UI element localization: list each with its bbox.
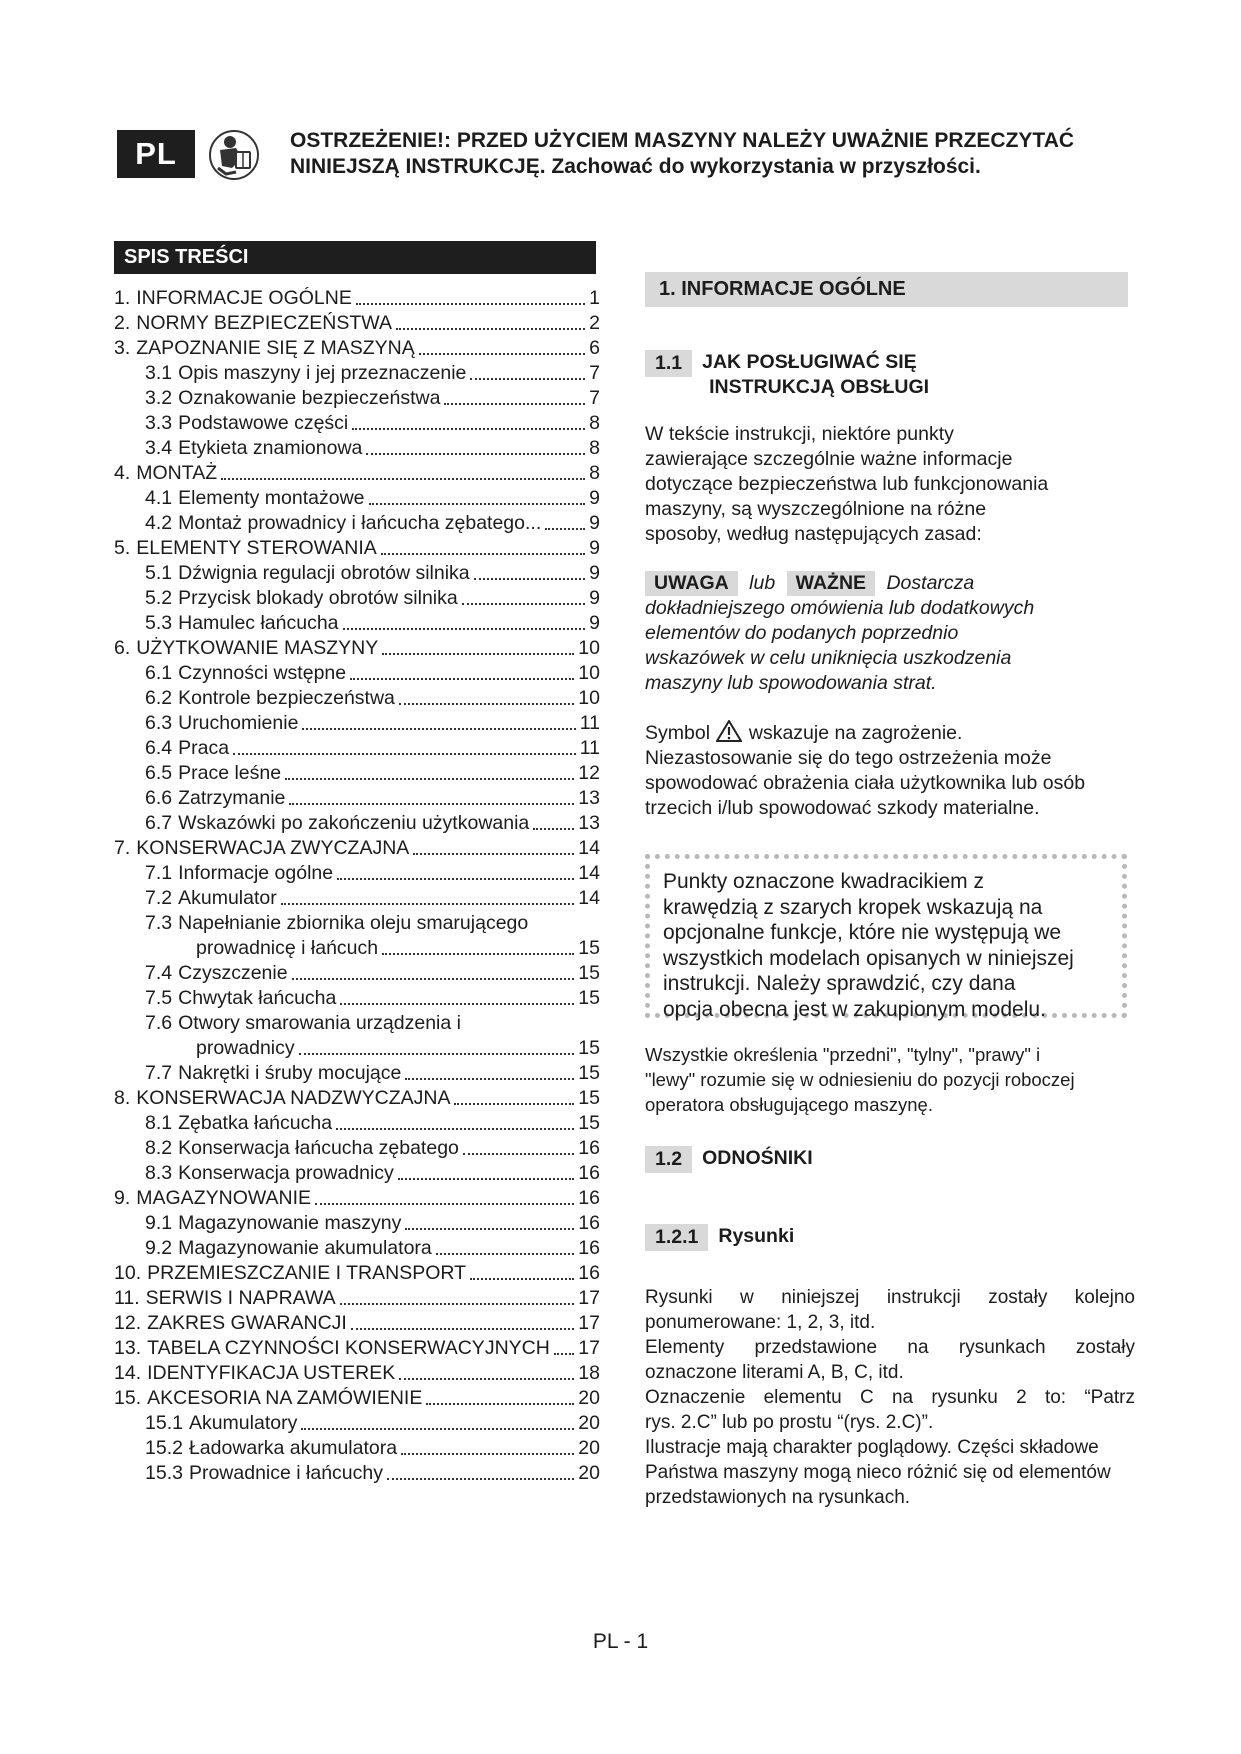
toc-entry-page: 9 bbox=[589, 512, 600, 534]
toc-entry-number: 5. bbox=[114, 537, 131, 559]
toc-leader-dots bbox=[302, 728, 575, 730]
toc-entry-number: 6.3 bbox=[145, 712, 173, 734]
toc-leader-dots bbox=[419, 353, 585, 355]
toc-leader-dots bbox=[340, 1303, 575, 1305]
toc-entry-page: 20 bbox=[578, 1437, 600, 1459]
toc-entry bbox=[114, 1336, 600, 1361]
toc-entry-number: 7.3 bbox=[145, 912, 173, 934]
toc-entry-number: 12. bbox=[114, 1312, 142, 1334]
toc-entry bbox=[114, 1136, 600, 1161]
uwaga-tag: UWAGA bbox=[645, 571, 738, 596]
toc-entry bbox=[114, 1161, 600, 1186]
section-title-line: INSTRUKCJĄ OBSŁUGI bbox=[709, 376, 930, 398]
toc-entry-page: 20 bbox=[578, 1462, 600, 1484]
section-1-2-heading bbox=[645, 1146, 813, 1173]
toc-leader-dots bbox=[399, 703, 574, 705]
text-line: spowodować obrażenia ciała użytkownika lub osób bbox=[645, 772, 1086, 794]
text-line: dotyczące bezpieczeństwa lub funkcjonowania bbox=[645, 473, 1049, 495]
toc-entry-number: 7.7 bbox=[145, 1062, 173, 1084]
text-line: dokładniejszego omówienia lub dodatkowych bbox=[645, 597, 1035, 619]
toc-entry-number: 7.1 bbox=[145, 862, 173, 884]
toc-entry-page: 20 bbox=[578, 1387, 600, 1409]
toc-leader-dots bbox=[533, 828, 574, 830]
toc-entry-number: 6.6 bbox=[145, 787, 173, 809]
toc-entry-number: 7.4 bbox=[145, 962, 173, 984]
toc-entry-number: 4. bbox=[114, 462, 131, 484]
section-1-2-1-heading bbox=[645, 1224, 794, 1251]
toc-entry-title: Ładowarka akumulatora bbox=[188, 1437, 398, 1459]
toc-entry-number: 9.1 bbox=[145, 1212, 173, 1234]
text-lub: lub bbox=[749, 572, 776, 594]
text-line: wszystkich modelach opisanych w niniejszej bbox=[663, 946, 1074, 970]
toc-entry bbox=[114, 411, 600, 436]
toc-entry-title: Zatrzymanie bbox=[178, 787, 286, 809]
toc-entry-title: KONSERWACJA ZWYCZAJNA bbox=[136, 837, 410, 859]
toc-leader-dots bbox=[233, 753, 576, 755]
text-line: W tekście instrukcji, niektóre punkty bbox=[645, 423, 954, 445]
text-line: krawędzią z szarych kropek wskazują na bbox=[663, 895, 1043, 919]
toc-entry bbox=[114, 386, 600, 411]
toc-entry bbox=[114, 286, 600, 311]
toc-entry-page: 8 bbox=[589, 412, 600, 434]
toc-entry-title: Praca bbox=[178, 737, 230, 759]
toc-entry bbox=[114, 611, 600, 636]
toc-entry-number: 3.3 bbox=[145, 412, 173, 434]
toc-entry-page: 13 bbox=[578, 812, 600, 834]
toc-entry-title: Magazynowanie maszyny bbox=[178, 1212, 402, 1234]
toc-entry-number: 15.2 bbox=[145, 1437, 183, 1459]
text-line: Punkty oznaczone kwadracikiem z bbox=[663, 870, 984, 893]
toc-entry bbox=[114, 536, 600, 561]
toc-entry-title: UŻYTKOWANIE MASZYNY bbox=[136, 637, 379, 659]
text-line: przedstawionych na rysunkach. bbox=[645, 1487, 911, 1508]
toc-entry-number: 3.1 bbox=[145, 362, 173, 384]
toc-leader-dots bbox=[352, 428, 585, 430]
toc-entry-title: Nakrętki i śruby mocujące bbox=[178, 1062, 402, 1084]
toc-entry-title: Przycisk blokady obrotów silnika bbox=[178, 587, 458, 609]
toc-entry-page: 9 bbox=[589, 487, 600, 509]
toc-entry-title: MAGAZYNOWANIE bbox=[136, 1187, 312, 1209]
toc-entry-title: Montaż prowadnicy i łańcucha zębatego... bbox=[178, 512, 542, 534]
toc-entry-page: 2 bbox=[589, 312, 600, 334]
toc-entry-title: Prace leśne bbox=[178, 762, 282, 784]
toc-entry-number: 15.1 bbox=[145, 1412, 183, 1434]
toc-entry-number: 8.3 bbox=[145, 1162, 173, 1184]
warning-line-1: OSTRZEŻENIE!: PRZED UŻYCIEM MASZYNY NALEŻY UWAŻNIE PRZECZYTAĆ bbox=[290, 129, 1075, 152]
toc-entry bbox=[114, 711, 600, 736]
toc-entry-page: 20 bbox=[578, 1412, 600, 1434]
text-line: Dostarcza bbox=[886, 572, 975, 594]
toc-entry bbox=[114, 511, 600, 536]
toc-entry-number: 7. bbox=[114, 837, 131, 859]
warning-triangle-icon bbox=[716, 720, 742, 742]
toc-entry-page: 9 bbox=[589, 587, 600, 609]
toc-entry-title: TABELA CZYNNOŚCI KONSERWACYJNYCH bbox=[147, 1337, 550, 1359]
text-line: Symbol bbox=[645, 722, 711, 744]
toc-entry bbox=[114, 1436, 600, 1461]
toc-leader-dots bbox=[387, 1478, 574, 1480]
toc-entry-title: Hamulec łańcucha bbox=[178, 612, 339, 634]
toc-entry-title: Elementy montażowe bbox=[178, 487, 365, 509]
toc-entry-page: 13 bbox=[578, 787, 600, 809]
toc-entry bbox=[114, 961, 600, 986]
text-line: wskazuje na zagrożenie. bbox=[748, 722, 963, 744]
toc-leader-dots bbox=[463, 1153, 574, 1155]
toc-entry bbox=[114, 436, 600, 461]
toc-entry bbox=[114, 861, 600, 886]
toc-entry-title: Oznakowanie bezpieczeństwa bbox=[178, 387, 441, 409]
toc-entry-number: 5.2 bbox=[145, 587, 173, 609]
toc-entry-title: Konserwacja prowadnicy bbox=[178, 1162, 394, 1184]
toc-leader-dots bbox=[398, 1178, 574, 1180]
toc-entry-title: prowadnicy bbox=[196, 1037, 295, 1059]
toc-entry-page: 16 bbox=[578, 1162, 600, 1184]
optional-feature-box bbox=[645, 854, 1127, 1021]
toc-leader-dots bbox=[340, 1003, 574, 1005]
toc-entry bbox=[114, 1111, 600, 1136]
toc-leader-dots bbox=[382, 953, 574, 955]
note-paragraph bbox=[645, 571, 1135, 696]
page-number: PL - 1 bbox=[592, 1630, 649, 1653]
section-1-heading: 1. INFORMACJE OGÓLNE bbox=[645, 272, 1128, 307]
toc-entry-number: 7.5 bbox=[145, 987, 173, 1009]
toc-entry-number: 6.2 bbox=[145, 687, 173, 709]
toc-entry bbox=[114, 486, 600, 511]
toc-entry-number: 10. bbox=[114, 1262, 142, 1284]
toc-entry-title: Podstawowe części bbox=[178, 412, 349, 434]
toc-entry bbox=[114, 361, 600, 386]
toc-leader-dots bbox=[301, 1428, 574, 1430]
toc-entry-title: prowadnicę i łańcuch bbox=[196, 937, 379, 959]
toc-entry-title: Informacje ogólne bbox=[178, 862, 334, 884]
toc-leader-dots bbox=[289, 803, 574, 805]
read-manual-icon bbox=[208, 128, 260, 182]
toc-entry bbox=[114, 1361, 600, 1386]
toc-entry bbox=[114, 786, 600, 811]
toc-entry-title: Akumulator bbox=[178, 887, 277, 909]
toc-leader-dots bbox=[444, 403, 585, 405]
toc-entry-title: Kontrole bezpieczeństwa bbox=[178, 687, 395, 709]
toc-entry-title: NORMY BEZPIECZEŃSTWA bbox=[136, 312, 392, 334]
text-line: maszyny lub spowodowania strat. bbox=[645, 672, 937, 694]
toc-entry-title: Prowadnice i łańcuchy bbox=[188, 1462, 383, 1484]
toc-entry-page: 9 bbox=[589, 562, 600, 584]
toc-entry-page: 14 bbox=[578, 837, 600, 859]
toc-entry bbox=[114, 936, 600, 961]
toc-entry bbox=[114, 1461, 600, 1486]
text-line: ponumerowane: 1, 2, 3, itd. bbox=[645, 1312, 876, 1333]
toc-entry-title: Czynności wstępne bbox=[178, 662, 347, 684]
toc-entry-page: 8 bbox=[589, 437, 600, 459]
toc-entry bbox=[114, 636, 600, 661]
toc-entry-number: 7.2 bbox=[145, 887, 173, 909]
toc-entry-title: Czyszczenie bbox=[178, 962, 288, 984]
toc-entry bbox=[114, 1061, 600, 1086]
toc-entry-page: 7 bbox=[589, 387, 600, 409]
text-line: elementów do podanych poprzednio bbox=[645, 622, 959, 644]
toc-entry-page: 15 bbox=[578, 1087, 600, 1109]
toc-entry-number: 9. bbox=[114, 1187, 131, 1209]
toc-entry-title: ELEMENTY STEROWANIA bbox=[136, 537, 377, 559]
text-line: opcja obecna jest w zakupionym modelu. bbox=[663, 997, 1046, 1021]
toc-entry bbox=[114, 1211, 600, 1236]
toc-leader-dots bbox=[399, 1378, 574, 1380]
toc-leader-dots bbox=[436, 1253, 575, 1255]
toc-leader-dots bbox=[315, 1203, 574, 1205]
toc-entry-title: Opis maszyny i jej przeznaczenie bbox=[178, 362, 467, 384]
text-line: wskazówek w celu uniknięcia uszkodzenia bbox=[645, 647, 1012, 669]
toc-entry-title: IDENTYFIKACJA USTEREK bbox=[147, 1362, 396, 1384]
toc-entry bbox=[114, 586, 600, 611]
toc-entry-page: 6 bbox=[589, 337, 600, 359]
toc-entry-page: 10 bbox=[578, 687, 600, 709]
toc-entry-page: 7 bbox=[589, 362, 600, 384]
toc-leader-dots bbox=[405, 1078, 574, 1080]
toc-leader-dots bbox=[350, 678, 574, 680]
toc-leader-dots bbox=[545, 528, 585, 530]
toc-entry-title: KONSERWACJA NADZWYCZAJNA bbox=[136, 1087, 451, 1109]
text-line: Państwa maszyny mogą nieco różnić się od elementów bbox=[645, 1462, 1111, 1483]
toc-entry-page: 16 bbox=[578, 1137, 600, 1159]
toc-entry-number: 6.5 bbox=[145, 762, 173, 784]
toc-entry-title: Etykieta znamionowa bbox=[178, 437, 363, 459]
toc-entry bbox=[114, 1261, 600, 1286]
toc-entry-page: 15 bbox=[578, 962, 600, 984]
toc-entry-number: 14. bbox=[114, 1362, 142, 1384]
toc-entry-number: 13. bbox=[114, 1337, 142, 1359]
toc-entry-page: 16 bbox=[578, 1212, 600, 1234]
toc-leader-dots bbox=[281, 903, 575, 905]
toc-leader-dots bbox=[462, 603, 585, 605]
figures-paragraph bbox=[645, 1285, 1135, 1510]
toc-entry-title: PRZEMIESZCZANIE I TRANSPORT bbox=[147, 1262, 467, 1284]
toc-leader-dots bbox=[382, 653, 574, 655]
toc-leader-dots bbox=[426, 1403, 574, 1405]
toc-entry bbox=[114, 1186, 600, 1211]
toc-entry bbox=[114, 461, 600, 486]
toc-entry-number: 6.7 bbox=[145, 812, 173, 834]
toc-entry-page: 9 bbox=[589, 537, 600, 559]
toc-entry-title: Dźwignia regulacji obrotów silnika bbox=[178, 562, 470, 584]
toc-entry bbox=[114, 1311, 600, 1336]
text-line: Elementy przedstawione na rysunkach zostały bbox=[645, 1337, 1135, 1358]
toc-entry bbox=[114, 661, 600, 686]
toc-leader-dots bbox=[299, 1053, 575, 1055]
toc-entry-page: 16 bbox=[578, 1187, 600, 1209]
section-number: 1.2.1 bbox=[645, 1224, 708, 1251]
text-line: trzecich i/lub spowodować szkody materialne. bbox=[645, 797, 1040, 819]
toc-entry bbox=[114, 1286, 600, 1311]
toc-entry-number: 9.2 bbox=[145, 1237, 173, 1259]
text-line: instrukcji. Należy sprawdzić, czy dana bbox=[663, 972, 1016, 995]
toc-entry-title: Wskazówki po zakończeniu użytkowania bbox=[178, 812, 530, 834]
toc-entry bbox=[114, 1411, 600, 1436]
toc-entry-number: 6.1 bbox=[145, 662, 173, 684]
toc-entry-page: 11 bbox=[579, 712, 600, 734]
toc-entry bbox=[114, 561, 600, 586]
toc-entry-page: 15 bbox=[578, 987, 600, 1009]
toc-leader-dots bbox=[343, 628, 586, 630]
toc-entry-title: Magazynowanie akumulatora bbox=[178, 1237, 432, 1259]
toc-entry-number: 4.2 bbox=[145, 512, 173, 534]
section-number: 1.1 bbox=[645, 350, 692, 377]
toc-entry-title: Zębatka łańcucha bbox=[178, 1112, 333, 1134]
toc-entry-page: 15 bbox=[578, 937, 600, 959]
toc-entry-number: 3.2 bbox=[145, 387, 173, 409]
toc-entry-title: Akumulatory bbox=[188, 1412, 298, 1434]
toc-entry-page: 17 bbox=[578, 1337, 600, 1359]
toc-entry-number: 6. bbox=[114, 637, 131, 659]
toc-entry bbox=[114, 736, 600, 761]
toc-title: SPIS TREŚCI bbox=[114, 241, 596, 274]
toc-entry bbox=[114, 336, 600, 361]
section-number: 1.2 bbox=[645, 1146, 692, 1173]
toc-leader-dots bbox=[396, 328, 585, 330]
toc-entry-page: 1 bbox=[589, 287, 600, 309]
toc-entry-title: Otwory smarowania urządzenia i bbox=[178, 1012, 461, 1034]
toc-entry-title: ZAPOZNANIE SIĘ Z MASZYNĄ bbox=[136, 337, 415, 359]
toc-entry-number: 3. bbox=[114, 337, 131, 359]
section-1-1-heading bbox=[645, 350, 929, 400]
toc-entry-page: 8 bbox=[589, 462, 600, 484]
toc-leader-dots bbox=[292, 978, 575, 980]
toc-entry-number: 7.6 bbox=[145, 1012, 173, 1034]
toc-entry-page: 15 bbox=[578, 1062, 600, 1084]
toc-leader-dots bbox=[470, 1278, 574, 1280]
text-line: Oznaczenie elementu C na rysunku 2 to: “Patrz bbox=[645, 1387, 1135, 1408]
toc-entry-number: 15.3 bbox=[145, 1462, 183, 1484]
toc-entry bbox=[114, 761, 600, 786]
toc-leader-dots bbox=[356, 303, 585, 305]
toc-leader-dots bbox=[381, 553, 585, 555]
toc-leader-dots bbox=[454, 1103, 574, 1105]
text-line: maszyny, są wyszczególnione na różne bbox=[645, 498, 987, 520]
toc-entry-title: SERWIS I NAPRAWA bbox=[145, 1287, 336, 1309]
toc-entry bbox=[114, 811, 600, 836]
toc-entry bbox=[114, 836, 600, 861]
toc-entry-page: 9 bbox=[589, 612, 600, 634]
section-title: ODNOŚNIKI bbox=[702, 1147, 813, 1169]
text-line: "lewy" rozumie się w odniesieniu do pozycji roboczej bbox=[645, 1069, 1075, 1090]
toc-entry-page: 12 bbox=[578, 762, 600, 784]
text-line: operatora obsługującego maszynę. bbox=[645, 1094, 933, 1115]
toc-entry bbox=[114, 911, 600, 936]
toc-entry-page: 18 bbox=[578, 1362, 600, 1384]
toc-entry bbox=[114, 686, 600, 711]
text-line: Wszystkie określenia "przedni", "tylny", "prawy" i bbox=[645, 1044, 1041, 1065]
toc-entry bbox=[114, 1036, 600, 1061]
toc-leader-dots bbox=[337, 878, 574, 880]
toc-entry-number: 3.4 bbox=[145, 437, 173, 459]
text-line: rys. 2.C” lub po prostu “(rys. 2.C)”. bbox=[645, 1412, 934, 1433]
toc-entry-number: 2. bbox=[114, 312, 131, 334]
warning-notice bbox=[290, 128, 1150, 180]
toc-entry-page: 17 bbox=[578, 1312, 600, 1334]
toc-entry bbox=[114, 311, 600, 336]
toc-entry-page: 16 bbox=[578, 1262, 600, 1284]
text-line: Ilustracje mają charakter poglądowy. Części składowe bbox=[645, 1437, 1099, 1458]
toc-entry-number: 8.1 bbox=[145, 1112, 173, 1134]
table-of-contents bbox=[114, 286, 600, 1486]
toc-entry-number: 8.2 bbox=[145, 1137, 173, 1159]
text-line: Rysunki w niniejszej instrukcji zostały kolejno bbox=[645, 1287, 1135, 1308]
toc-entry-number: 8. bbox=[114, 1087, 131, 1109]
toc-entry bbox=[114, 886, 600, 911]
toc-entry bbox=[114, 986, 600, 1011]
toc-leader-dots bbox=[336, 1128, 574, 1130]
toc-entry-title: MONTAŻ bbox=[136, 462, 218, 484]
toc-entry-title: Uruchomienie bbox=[178, 712, 299, 734]
toc-entry bbox=[114, 1386, 600, 1411]
toc-entry bbox=[114, 1011, 600, 1036]
toc-leader-dots bbox=[369, 503, 586, 505]
toc-entry-page: 15 bbox=[578, 1037, 600, 1059]
toc-leader-dots bbox=[285, 778, 574, 780]
toc-entry-page: 14 bbox=[578, 887, 600, 909]
text-line: Niezastosowanie się do tego ostrzeżenia może bbox=[645, 747, 1052, 769]
toc-entry-title: Napełnianie zbiornika oleju smarującego bbox=[178, 912, 529, 934]
toc-leader-dots bbox=[470, 378, 585, 380]
toc-entry-page: 11 bbox=[579, 737, 600, 759]
toc-entry-title: Chwytak łańcucha bbox=[178, 987, 337, 1009]
wazne-tag: WAŻNE bbox=[787, 571, 875, 596]
toc-entry bbox=[114, 1236, 600, 1261]
toc-entry-number: 11. bbox=[114, 1287, 140, 1309]
toc-entry-number: 5.1 bbox=[145, 562, 173, 584]
toc-entry-number: 15. bbox=[114, 1387, 142, 1409]
text-line: sposoby, według następujących zasad: bbox=[645, 523, 982, 545]
section-title: Rysunki bbox=[718, 1225, 795, 1247]
toc-entry-number: 5.3 bbox=[145, 612, 173, 634]
toc-leader-dots bbox=[366, 453, 585, 455]
toc-leader-dots bbox=[221, 478, 585, 480]
toc-entry-number: 1. bbox=[114, 287, 131, 309]
toc-entry-page: 14 bbox=[578, 862, 600, 884]
toc-entry-title: INFORMACJE OGÓLNE bbox=[136, 287, 352, 309]
section-title-line: JAK POSŁUGIWAĆ SIĘ bbox=[702, 351, 917, 373]
toc-entry-page: 17 bbox=[578, 1287, 600, 1309]
text-line: opcjonalne funkcje, które nie występują we bbox=[663, 921, 1062, 944]
toc-entry-page: 15 bbox=[578, 1112, 600, 1134]
toc-entry bbox=[114, 1086, 600, 1111]
toc-entry-page: 10 bbox=[578, 662, 600, 684]
warning-line-2: NINIEJSZĄ INSTRUKCJĘ. Zachować do wykorzystania w przyszłości. bbox=[290, 155, 981, 178]
symbol-paragraph bbox=[645, 720, 1135, 821]
toc-entry-title: ZAKRES GWARANCJI bbox=[147, 1312, 347, 1334]
toc-entry-number: 4.1 bbox=[145, 487, 173, 509]
toc-entry-page: 16 bbox=[578, 1237, 600, 1259]
language-badge: PL bbox=[117, 130, 195, 178]
toc-leader-dots bbox=[351, 1328, 574, 1330]
text-line: oznaczone literami A, B, C, itd. bbox=[645, 1362, 904, 1383]
toc-leader-dots bbox=[474, 578, 585, 580]
toc-leader-dots bbox=[405, 1228, 574, 1230]
intro-paragraph bbox=[645, 422, 1135, 547]
toc-entry-number: 6.4 bbox=[145, 737, 173, 759]
direction-paragraph bbox=[645, 1042, 1135, 1117]
toc-entry-page: 10 bbox=[578, 637, 600, 659]
toc-leader-dots bbox=[401, 1453, 574, 1455]
toc-leader-dots bbox=[413, 853, 574, 855]
toc-entry-title: AKCESORIA NA ZAMÓWIENIE bbox=[147, 1387, 423, 1409]
toc-entry-title: Konserwacja łańcucha zębatego bbox=[178, 1137, 459, 1159]
text-line: zawierające szczególnie ważne informacje bbox=[645, 448, 1013, 470]
toc-leader-dots bbox=[554, 1353, 574, 1355]
